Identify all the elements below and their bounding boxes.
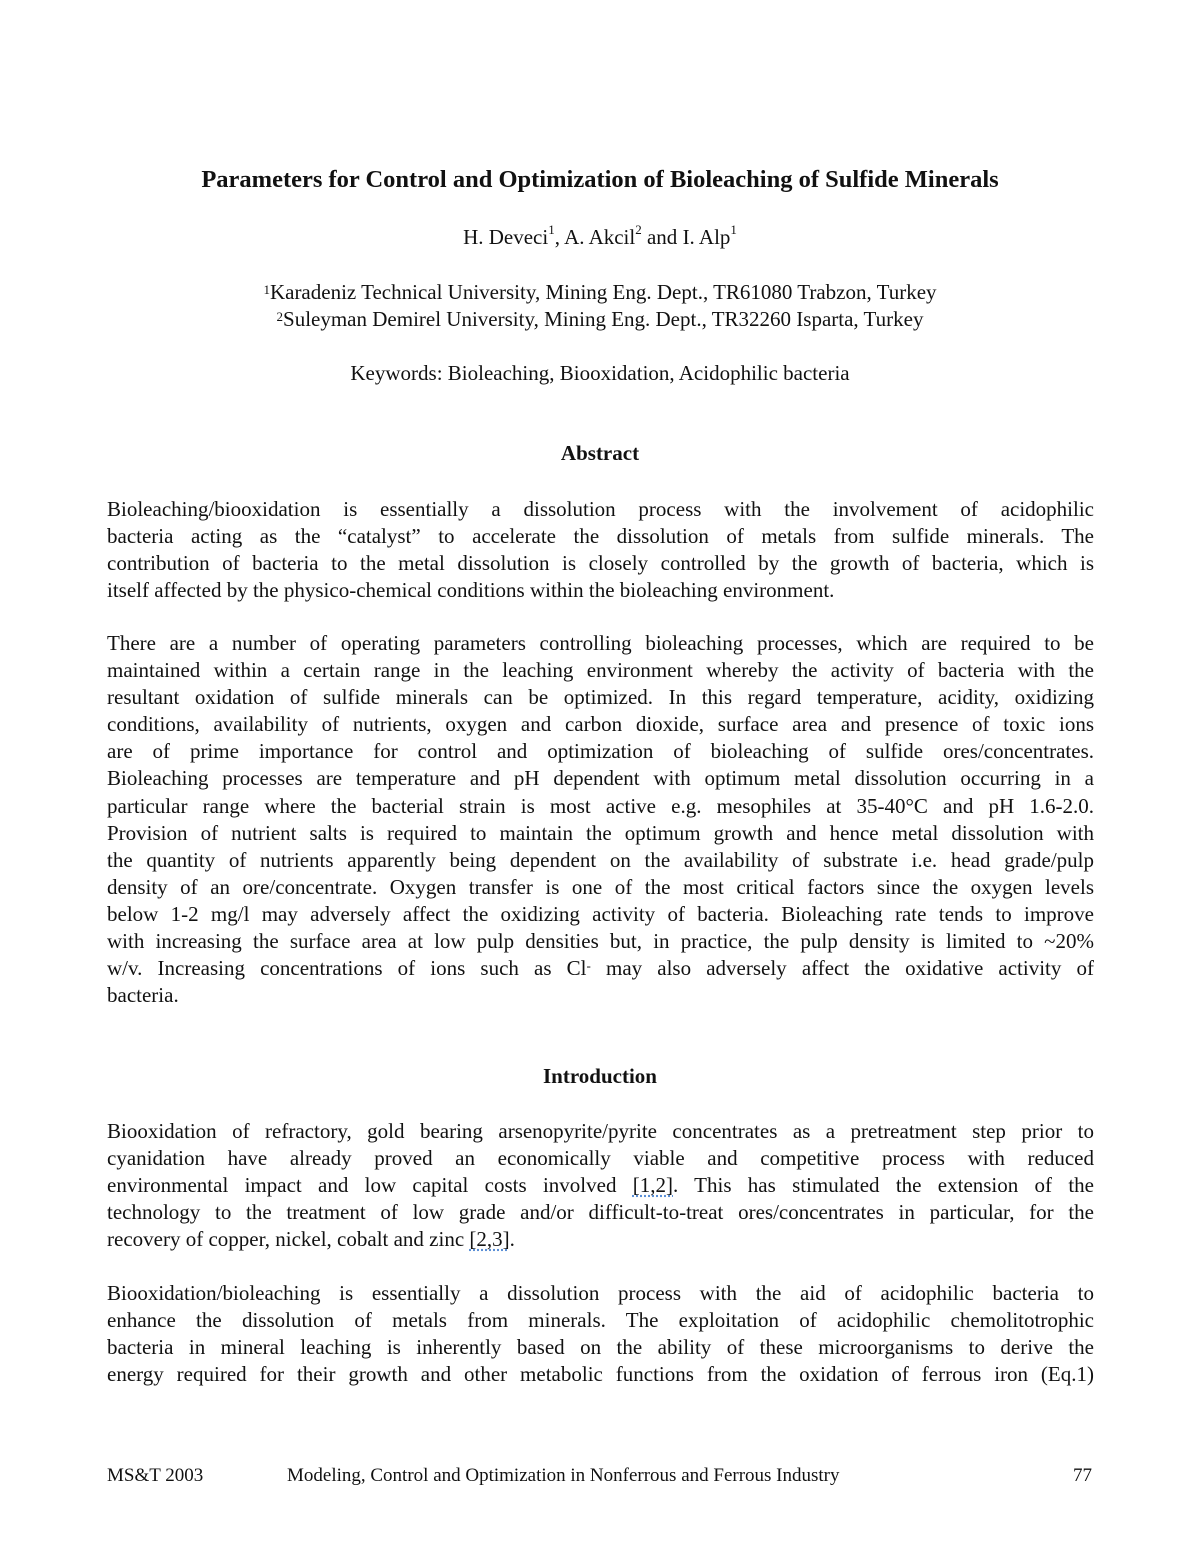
author-name: H. Deveci	[463, 225, 549, 249]
text-line	[107, 1172, 1094, 1199]
paper-title: Parameters for Control and Optimization of Bioleaching of Sulfide Minerals	[201, 166, 999, 193]
text-line: bacteria.	[107, 983, 179, 1008]
citation-link[interactable]: [2,3]	[469, 1227, 510, 1252]
text-line: itself affected by the physico-chemical conditions within the bioleaching environment.	[107, 578, 835, 603]
keywords: Keywords: Bioleaching, Biooxidation, Acidophilic bacteria	[350, 361, 850, 385]
text-run: may also adversely affect the oxidative activity of	[590, 956, 1094, 981]
affiliation-line	[0, 279, 1200, 306]
text-line: bacteria acting as the “catalyst” to accelerate the dissolution of metals from sulfide minerals. The	[107, 524, 1094, 549]
introduction-paragraph-2	[107, 1280, 1094, 1388]
text-line: There are a number of operating parameters controlling bioleaching processes, which are required to be	[107, 631, 1094, 655]
affiliation-line	[0, 306, 1200, 333]
text-line: the quantity of nutrients apparently being dependent on the availability of substrate i.e. head grade/pulp	[107, 847, 1094, 872]
text-line: below 1-2 mg/l may adversely affect the oxidizing activity of bacteria. Bioleaching rate tends to improve	[107, 901, 1094, 926]
affil-mark: 2	[276, 309, 284, 324]
page-number: 77	[1073, 1465, 1092, 1486]
author-name: I. Alp	[682, 225, 731, 249]
text-line: maintained within a certain range in the leaching environment whereby the activity of bacteria with the	[107, 658, 1094, 683]
introduction-paragraph-1	[107, 1118, 1094, 1253]
text-run: w/v. Increasing concentrations of ions such as Cl	[107, 956, 587, 981]
text-line: with increasing the surface area at low pulp densities but, in practice, the pulp density is limited to ~20%	[107, 929, 1094, 954]
introduction-heading: Introduction	[543, 1064, 657, 1088]
affiliation-text: Suleyman Demirel University, Mining Eng. Dept., TR32260 Isparta, Turkey	[283, 307, 924, 331]
abstract-paragraph-1	[107, 496, 1094, 604]
citation-link[interactable]: [1,2]	[632, 1173, 673, 1198]
text-line: energy required for their growth and other metabolic functions from the oxidation of ferrous iron (Eq.1)	[107, 1362, 1094, 1387]
affil-mark: 1	[263, 282, 270, 297]
text-line: enhance the dissolution of metals from minerals. The exploitation of acidophilic chemolitotrophic	[107, 1308, 1094, 1333]
text-line: resultant oxidation of sulfide minerals can be optimized. In this regard temperature, acidity, oxidizing	[107, 685, 1094, 710]
author-affil-mark: 1	[730, 222, 737, 237]
text-line: cyanidation have already proved an economically viable and competitive process with reduced	[107, 1146, 1094, 1171]
author-affil-mark: 2	[635, 222, 642, 237]
footer-proceedings-title: Modeling, Control and Optimization in Nonferrous and Ferrous Industry	[287, 1465, 840, 1486]
affiliation-text: Karadeniz Technical University, Mining Eng. Dept., TR61080 Trabzon, Turkey	[269, 280, 937, 304]
text-run: environmental impact and low capital costs involved	[107, 1173, 633, 1198]
abstract-heading: Abstract	[560, 441, 640, 465]
text-run: . This has stimulated the extension of the	[673, 1173, 1094, 1198]
text-line: Bioleaching processes are temperature and pH dependent with optimum metal dissolution occurring in a	[107, 766, 1094, 791]
text-line: density of an ore/concentrate. Oxygen transfer is one of the most critical factors since the oxygen levels	[107, 874, 1094, 899]
text-line	[107, 955, 1094, 982]
author-line: H. Deveci$^1$, A. Akcil$^2$ and I. Alp$^1$	[463, 222, 737, 249]
text-run: .	[509, 1227, 515, 1252]
text-line: conditions, availability of nutrients, oxygen and carbon dioxide, surface area and presence of toxic ions	[107, 712, 1094, 737]
text-line: are of prime importance for control and optimization of bioleaching of sulfide ores/concentrates.	[107, 739, 1094, 764]
text-line: bacteria in mineral leaching is inherently based on the ability of these microorganisms to derive the	[107, 1335, 1094, 1360]
text-run: recovery of copper, nickel, cobalt and zinc	[107, 1227, 470, 1252]
abstract-paragraph-2	[107, 630, 1094, 1009]
chloride-charge: -	[586, 958, 591, 974]
text-line: Biooxidation/bioleaching is essentially a dissolution process with the aid of acidophilic bacteria to	[107, 1281, 1094, 1305]
text-line	[107, 1226, 1094, 1253]
text-line: technology to the treatment of low grade and/or difficult-to-treat ores/concentrates in particular, for the	[107, 1200, 1094, 1225]
text-line: Bioleaching/biooxidation is essentially a dissolution process with the involvement of acidophilic	[107, 497, 1094, 521]
text-line: Provision of nutrient salts is required to maintain the optimum growth and hence metal dissolution with	[107, 820, 1094, 845]
author-name: A. Akcil	[564, 225, 636, 249]
text-line: Biooxidation of refractory, gold bearing arsenopyrite/pyrite concentrates as a pretreatment step prior to	[107, 1119, 1094, 1143]
author-affil-mark: 1	[548, 222, 555, 237]
text-line: contribution of bacteria to the metal dissolution is closely controlled by the growth of bacteria, which is	[107, 551, 1094, 576]
affiliations	[0, 279, 1200, 333]
footer-conference: MS&T 2003	[107, 1465, 204, 1486]
text-line: particular range where the bacterial strain is most active e.g. mesophiles at 35-40°C and pH 1.6-2.0.	[107, 793, 1094, 818]
